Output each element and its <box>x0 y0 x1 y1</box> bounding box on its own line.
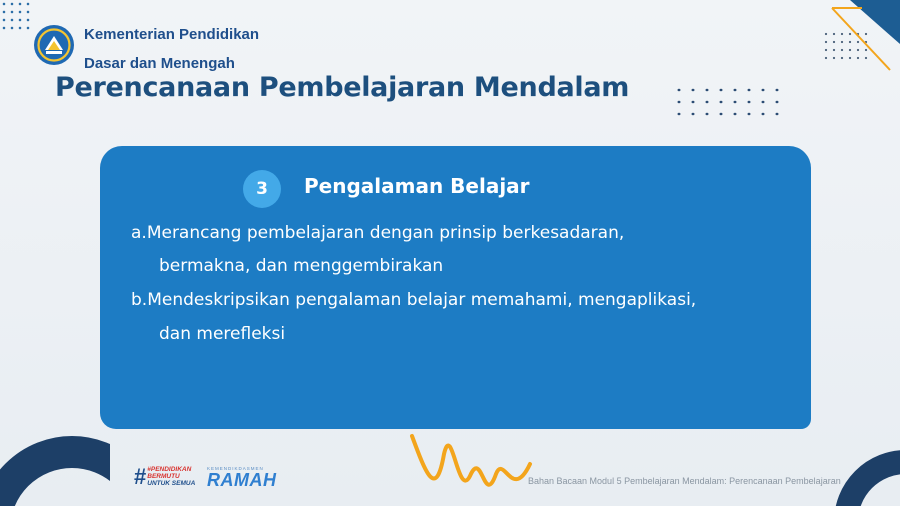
squiggle-decoration <box>404 428 534 506</box>
ministry-name <box>84 20 259 78</box>
ramah-text: RAMAH <box>207 470 277 490</box>
arc-decoration-right <box>820 430 900 506</box>
card-heading: Pengalaman Belajar <box>304 174 530 198</box>
pendidikan-bermutu-logo <box>134 463 196 489</box>
list-item-a-line1: a.Merancang pembelajaran dengan prinsip berkesadaran, <box>131 223 625 243</box>
footer-note: Bahan Bacaan Modul 5 Pembelajaran Mendalam: Perencanaan Pembelajaran <box>528 476 841 486</box>
list-item-a-line2: bermakna, dan menggembirakan <box>159 256 444 276</box>
tut-wuri-handayani-logo-icon <box>33 24 75 66</box>
hashtag-line3: UNTUK SEMUA <box>147 480 196 487</box>
arc-decoration-left <box>0 380 110 506</box>
list-item-b-line1: b.Mendeskripsikan pengalaman belajar memahami, mengaplikasi, <box>131 290 697 310</box>
page-title: Perencanaan Pembelajaran Mendalam <box>55 72 630 103</box>
hashtag-icon: # <box>134 463 147 489</box>
hashtag-line1: #PENDIDIKAN <box>147 466 192 473</box>
ministry-name-line2: Dasar dan Menengah <box>84 55 235 72</box>
section-number-badge: 3 <box>243 170 281 208</box>
dot-pattern-top-left <box>0 0 34 32</box>
ministry-name-line1: Kementerian Pendidikan <box>84 26 260 43</box>
ramah-logo <box>207 466 277 489</box>
corner-triangle-decoration <box>820 0 900 80</box>
list-item-b-line2: dan merefleksi <box>159 324 286 344</box>
ramah-small-text: KEMENDIKDASMEN <box>207 466 264 471</box>
hashtag-line2: BERMUTU <box>147 473 180 480</box>
dot-pattern-mid-right <box>672 84 784 120</box>
